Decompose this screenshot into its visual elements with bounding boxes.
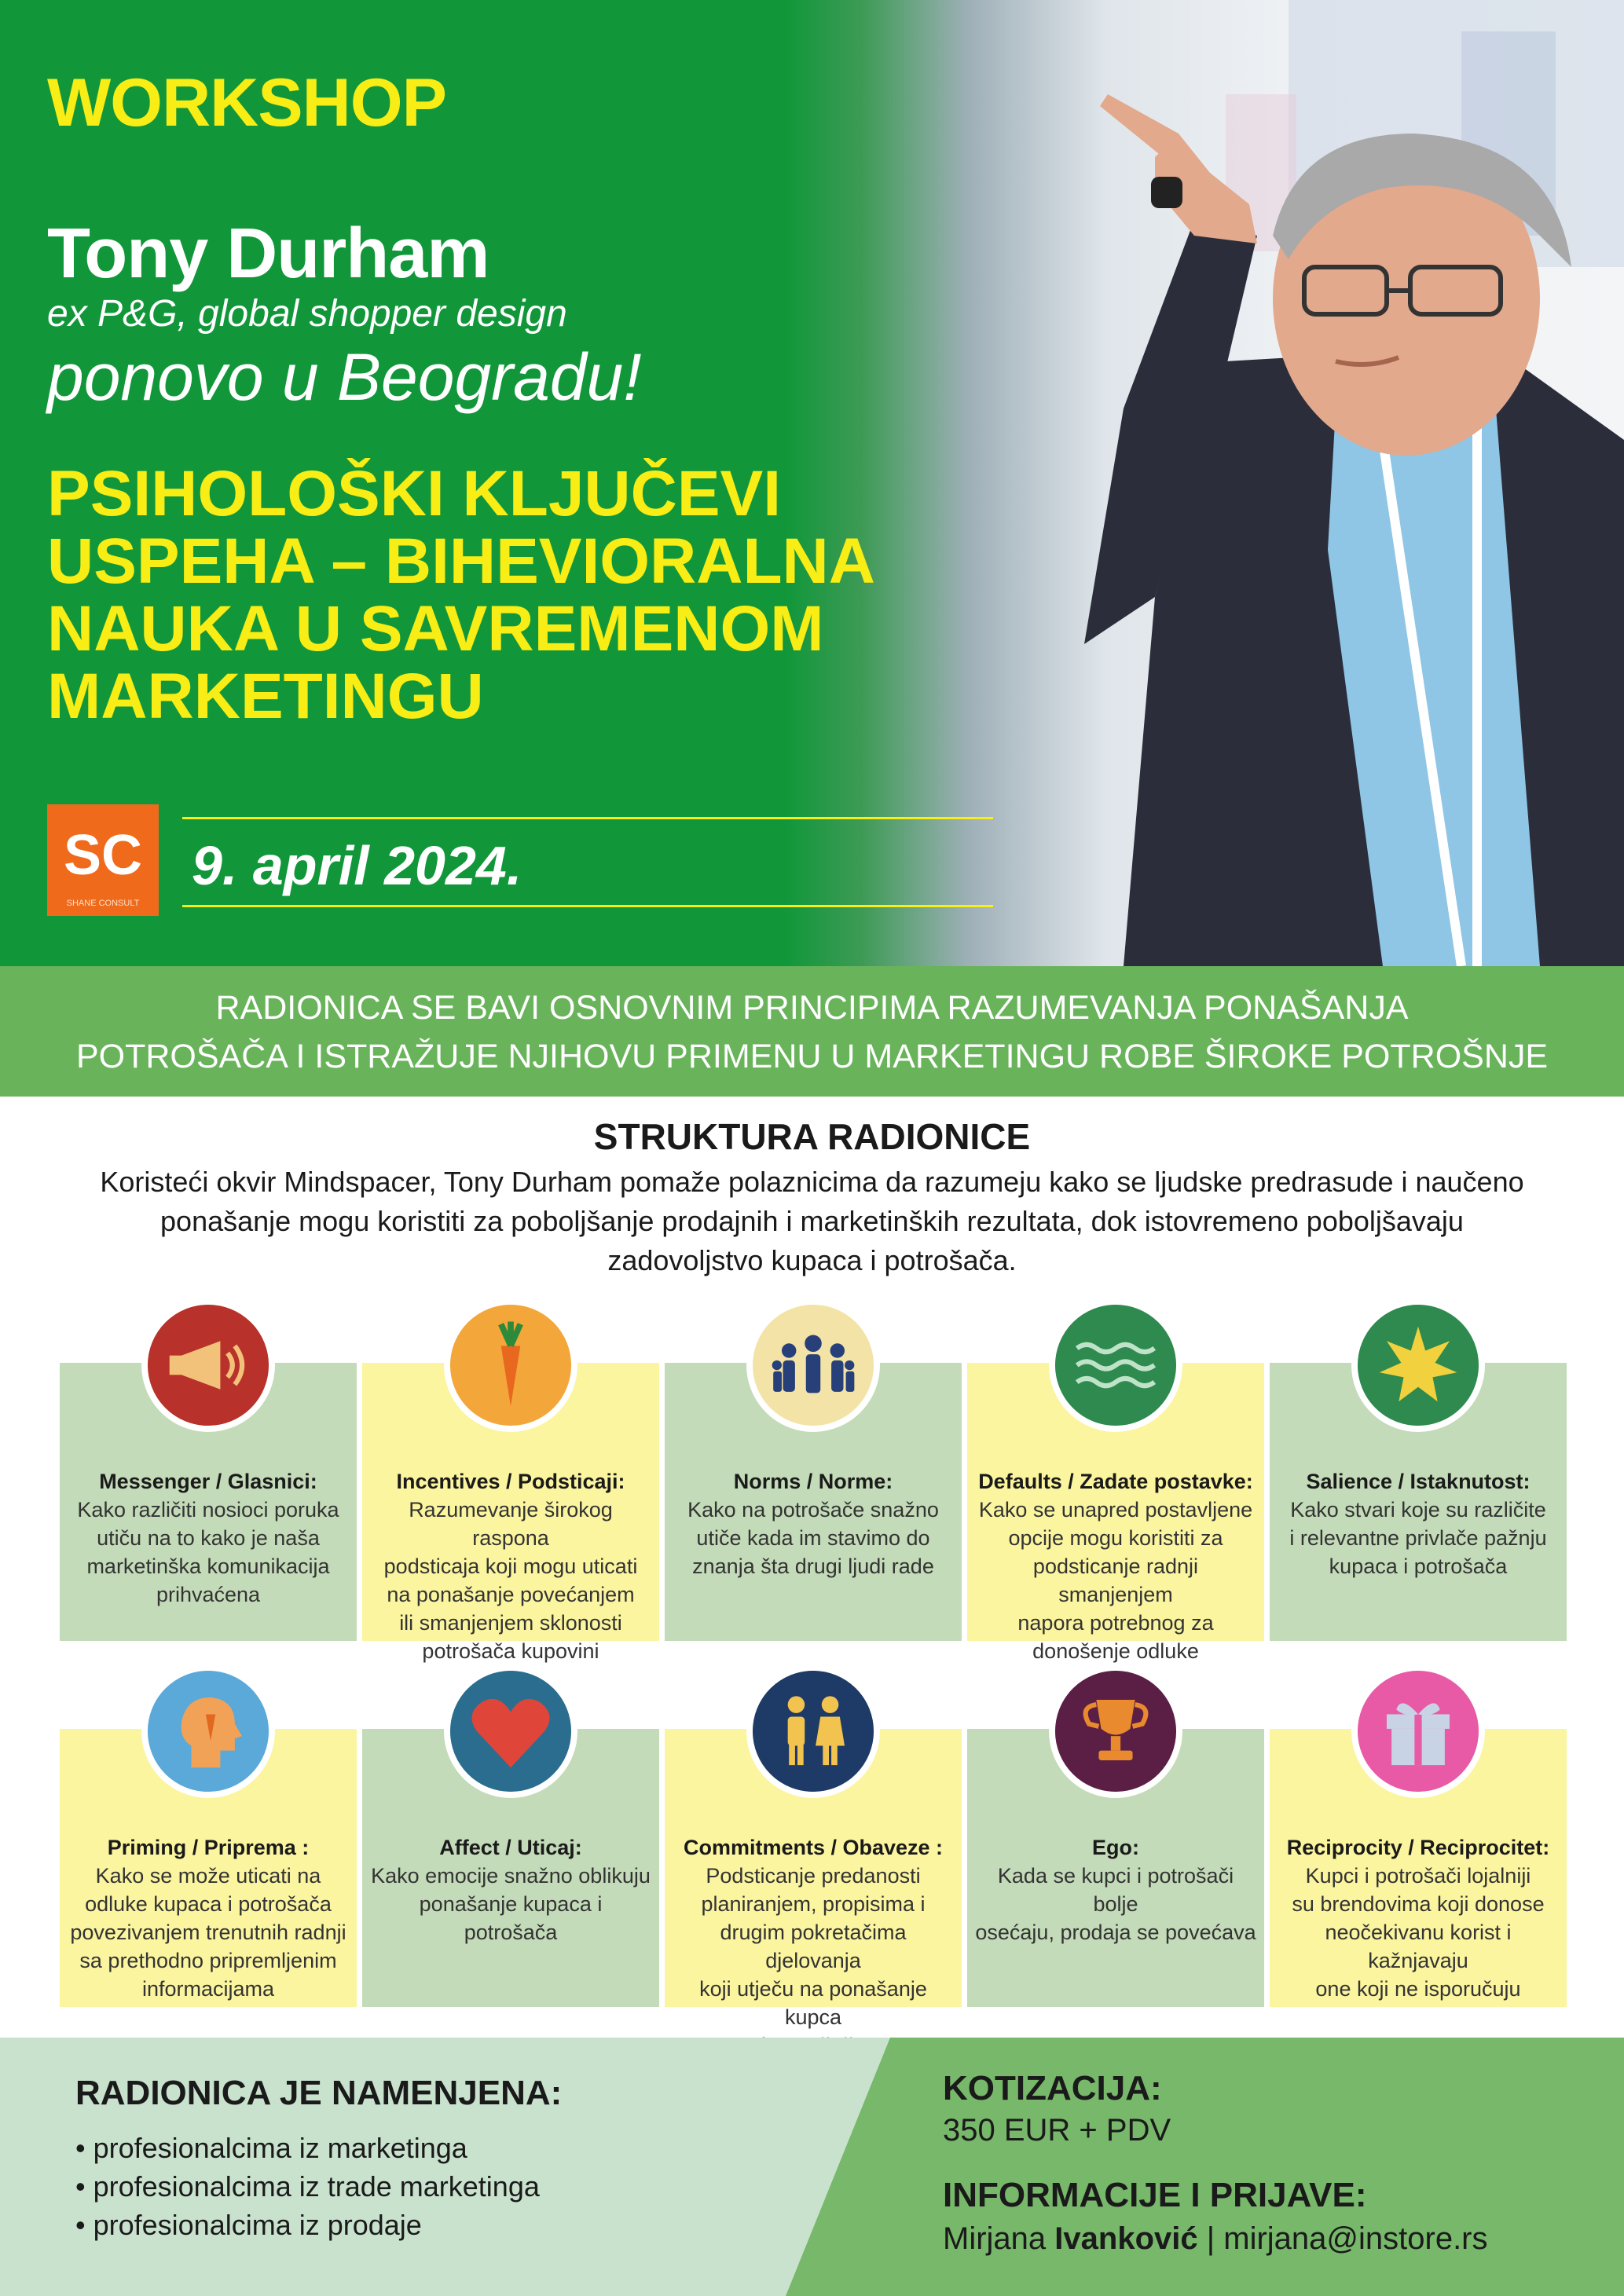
card-line: utiču na to kako je naša	[97, 1526, 320, 1550]
card-priming	[60, 1729, 357, 2007]
card-title: Messenger / Glasnici:	[99, 1470, 317, 1493]
card-title: Salience / Istaknutost:	[1306, 1470, 1531, 1493]
info-title: INFORMACIJE I PRIJAVE:	[943, 2176, 1367, 2214]
trophy-icon	[1049, 1664, 1182, 1798]
summary-line: POTROŠAČA I ISTRAŽUJE NJIHOVU PRIMENU U MARKETINGU ROBE ŠIROKE POTROŠNJE	[75, 1038, 1549, 1075]
list-item: • profesionalcima iz prodaje	[75, 2209, 422, 2241]
head-icon	[141, 1664, 275, 1798]
card-line: one koji ne isporučuju	[1315, 1977, 1521, 2001]
card-line: podsticaja koji mogu uticati	[383, 1554, 638, 1578]
speaker-role: ex P&G, global shopper design	[47, 293, 567, 335]
card-line: Kako se može uticati na	[95, 1864, 321, 1888]
list-item: • profesionalcima iz trade marketinga	[75, 2170, 540, 2203]
card-line: Kako različiti nosioci poruka	[77, 1498, 339, 1522]
contact-last-name: Ivanković	[1054, 2221, 1198, 2256]
card-line: Kada se kupci i potrošači bolje	[997, 1864, 1234, 1916]
card-reciprocity	[1270, 1729, 1567, 2007]
card-ego	[967, 1729, 1264, 2007]
card-norms	[665, 1363, 962, 1641]
card-line: drugim pokretačima djelovanja	[720, 1921, 907, 1972]
list-item: • profesionalcima iz marketinga	[75, 2132, 467, 2164]
waves-icon	[1049, 1298, 1182, 1432]
divider	[182, 905, 993, 907]
card-line: ili smanjenjem sklonosti	[399, 1611, 622, 1635]
card-line: na ponašanje povećanjem	[387, 1583, 635, 1606]
card-commitments	[665, 1729, 962, 2029]
footer	[0, 2038, 1624, 2296]
card-title: Incentives / Podsticaji:	[396, 1470, 625, 1493]
audience-list	[75, 2129, 540, 2244]
heart-icon	[444, 1664, 577, 1798]
card-line: kupaca i potrošača	[1329, 1554, 1508, 1578]
card-title: Defaults / Zadate postavke:	[978, 1470, 1253, 1493]
card-title: Commitments / Obaveze :	[683, 1836, 944, 1859]
card-line: Podsticanje predanosti	[706, 1864, 921, 1888]
card-title: Ego:	[1092, 1836, 1139, 1859]
intro-line: Koristeći okvir Mindspacer, Tony Durham pomaže polaznicima da razumeju kako se ljudske predrasude i naučeno	[100, 1166, 1524, 1198]
card-line: planiranjem, propisima i	[701, 1892, 926, 1916]
hero-section	[0, 0, 1624, 966]
fee-title: KOTIZACIJA:	[943, 2069, 1162, 2107]
card-line: Kako se unapred postavljene	[978, 1498, 1253, 1522]
structure-intro	[47, 1163, 1577, 1280]
starburst-icon	[1351, 1298, 1485, 1432]
card-line: opcije mogu koristiti za	[1008, 1526, 1223, 1550]
gift-icon	[1351, 1664, 1485, 1798]
card-line: neočekivanu korist i kažnjavaju	[1325, 1921, 1512, 1972]
contact-separator: |	[1206, 2221, 1215, 2256]
speaker-name: Tony Durham	[47, 214, 489, 293]
kicker-text: WORKSHOP	[47, 65, 446, 141]
card-line: i relevantne privlače pažnju	[1289, 1526, 1547, 1550]
card-line: odluke kupaca i potrošača	[85, 1892, 332, 1916]
card-line: Kupci i potrošači lojalniji	[1305, 1864, 1531, 1888]
logo-text: SC	[63, 824, 143, 887]
card-title: Affect / Uticaj:	[439, 1836, 582, 1859]
intro-line: ponašanje mogu koristiti za poboljšanje prodajnih i marketinških rezultata, dok istovremeno poboljšavaju	[160, 1205, 1464, 1237]
card-title: Priming / Priprema :	[107, 1836, 310, 1859]
card-line: Kako na potrošače snažno	[687, 1498, 939, 1522]
audience-title: RADIONICA JE NAMENJENA:	[75, 2074, 563, 2112]
contact-line	[943, 2221, 1488, 2257]
card-line: donošenje odluke	[1032, 1639, 1199, 1663]
tagline: ponovo u Beogradu!	[47, 340, 642, 414]
summary-line: RADIONICA SE BAVI OSNOVNIM PRINCIPIMA RAZUMEVANJA PONAŠANJA	[215, 989, 1409, 1027]
card-line: znanja šta drugi ljudi rade	[692, 1554, 934, 1578]
card-line: ponašanje kupaca i potrošača	[419, 1892, 603, 1944]
card-line: sa prethodno pripremljenim	[79, 1949, 337, 1972]
couple-icon	[746, 1664, 880, 1798]
headline-line: PSIHOLOŠKI KLJUČEVI	[47, 458, 782, 529]
card-line: podsticanje radnji smanjenjem	[1032, 1554, 1199, 1606]
card-messenger	[60, 1363, 357, 1641]
contact-first-name: Mirjana	[943, 2221, 1047, 2256]
card-affect	[362, 1729, 659, 2007]
fee-value: 350 EUR + PDV	[943, 2113, 1171, 2148]
card-defaults	[967, 1363, 1264, 1663]
card-line: koji utječu na ponašanje kupca	[699, 1977, 927, 2029]
structure-title: STRUKTURA RADIONICE	[593, 1116, 1031, 1157]
card-line: napora potrebnog za	[1017, 1611, 1214, 1635]
card-line: informacijama	[141, 1977, 275, 2001]
divider	[182, 817, 993, 819]
card-line: Kako emocije snažno oblikuju	[371, 1864, 651, 1888]
card-line: povezivanjem trenutnih radnji	[70, 1921, 346, 1944]
people-icon	[746, 1298, 880, 1432]
logo-subtext: SHANE CONSULT	[66, 899, 140, 908]
card-line: osećaju, prodaja se povećava	[975, 1921, 1256, 1944]
headline-line: MARKETINGU	[47, 661, 484, 732]
card-incentives	[362, 1363, 659, 1663]
card-line: Razumevanje širokog raspona	[409, 1498, 613, 1550]
event-date: 9. april 2024.	[192, 835, 522, 896]
card-title: Norms / Norme:	[733, 1470, 893, 1493]
card-line: su brendovima koji donose	[1292, 1892, 1545, 1916]
card-line: utiče kada im stavimo do	[696, 1526, 930, 1550]
intro-line: zadovoljstvo kupaca i potrošača.	[607, 1244, 1017, 1276]
sc-logo	[47, 804, 159, 916]
card-title: Reciprocity / Reciprocitet:	[1286, 1836, 1550, 1859]
megaphone-icon	[141, 1298, 275, 1432]
card-line: prihvaćena	[156, 1583, 261, 1606]
headline	[47, 460, 1021, 731]
contact-email[interactable]: mirjana@instore.rs	[1223, 2221, 1488, 2256]
headline-line: NAUKA U SAVREMENOM	[47, 593, 824, 665]
card-line: potrošača kupovini	[422, 1639, 599, 1663]
summary-band	[0, 966, 1624, 1097]
card-line: Kako stvari koje su različite	[1290, 1498, 1546, 1522]
card-line: marketinška komunikacija	[86, 1554, 330, 1578]
card-salience	[1270, 1363, 1567, 1641]
headline-line: USPEHA – BIHEVIORALNA	[47, 525, 875, 597]
carrot-icon	[444, 1298, 577, 1432]
